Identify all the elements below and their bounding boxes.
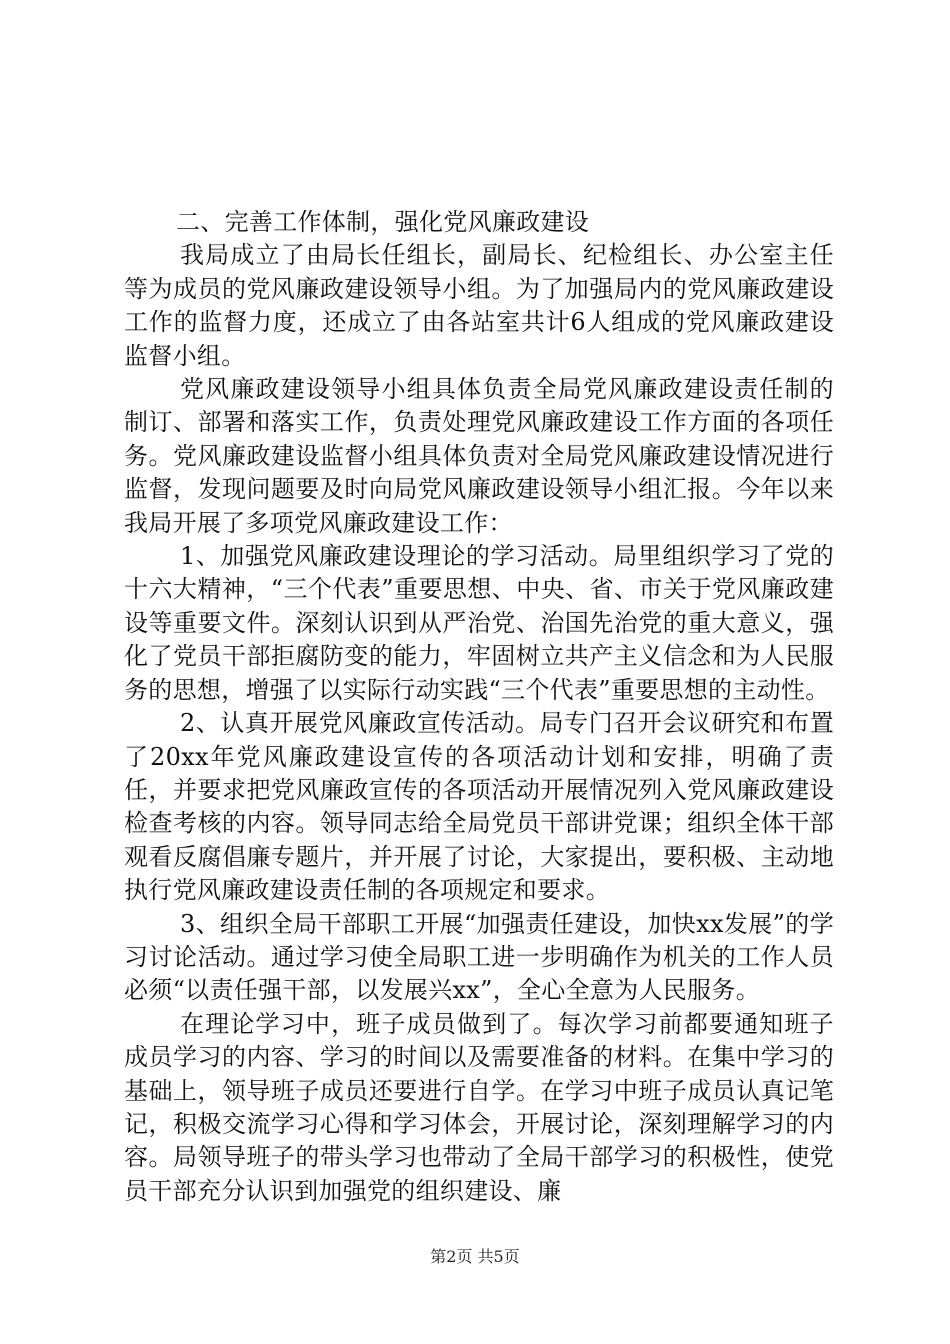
paragraph-item-2: 2、认真开展党风廉政宣传活动。局专门召开会议研究和布置了20xx年党风廉政建设宣传的各项活动计划和安排，明确了责任，并要求把党风廉政宣传的各项活动开展情况列入党风廉政建设检查考核的内容。领导同志给全局党员干部讲党课；组织全体干部观看反腐倡廉专题片，并开展了讨论，大家提出，要积极、主动地执行党风廉政建设责任制的各项规定和要求。	[124, 709, 834, 905]
paragraph-theory-study: 在理论学习中，班子成员做到了。每次学习前都要通知班子成员学习的内容、学习的时间以及需要准备的材料。在集中学习的基础上，领导班子成员还要进行自学。在学习中班子成员认真记笔记，积极交流学习心得和学习体会，开展讨论，深刻理解学习的内容。局领导班子的带头学习也带动了全局干部学习的积极性，使党员干部充分认识到加强党的组织建设、廉	[124, 1009, 834, 1205]
paragraph-leadership-group: 我局成立了由局长任组长，副局长、纪检组长、办公室主任等为成员的党风廉政建设领导小组。为了加强局内的党风廉政建设工作的监督力度，还成立了由各站室共计6人组成的党风廉政建设监督小组。	[124, 241, 834, 370]
page-number-footer: 第2页 共5页	[430, 1247, 520, 1266]
paragraph-item-3: 3、组织全局干部职工开展“加强责任建设，加快xx发展”的学习讨论活动。通过学习使全局职工进一步明确作为机关的工作人员必须“以责任强干部，以发展兴xx”，全心全意为人民服务。	[124, 909, 834, 1005]
document-body	[124, 206, 834, 1208]
paragraph-item-1: 1、加强党风廉政建设理论的学习活动。局里组织学习了党的十六大精神，“三个代表”重要思想、中央、省、市关于党风廉政建设等重要文件。深刻认识到从严治党、治国先治党的重大意义，强化了党员干部拒腐防变的能力，牢固树立共产主义信念和为人民服务的思想，增强了以实际行动实践“三个代表”重要思想的主动性。	[124, 542, 834, 704]
paragraph-responsibilities: 党风廉政建设领导小组具体负责全局党风廉政建设责任制的制订、部署和落实工作，负责处理党风廉政建设工作方面的各项任务。党风廉政建设监督小组具体负责对全局党风廉政建设情况进行监督，发现问题要及时向局党风廉政建设领导小组汇报。今年以来我局开展了多项党风廉政建设工作：	[124, 375, 834, 537]
section-heading: 二、完善工作体制，强化党风廉政建设	[176, 208, 590, 236]
